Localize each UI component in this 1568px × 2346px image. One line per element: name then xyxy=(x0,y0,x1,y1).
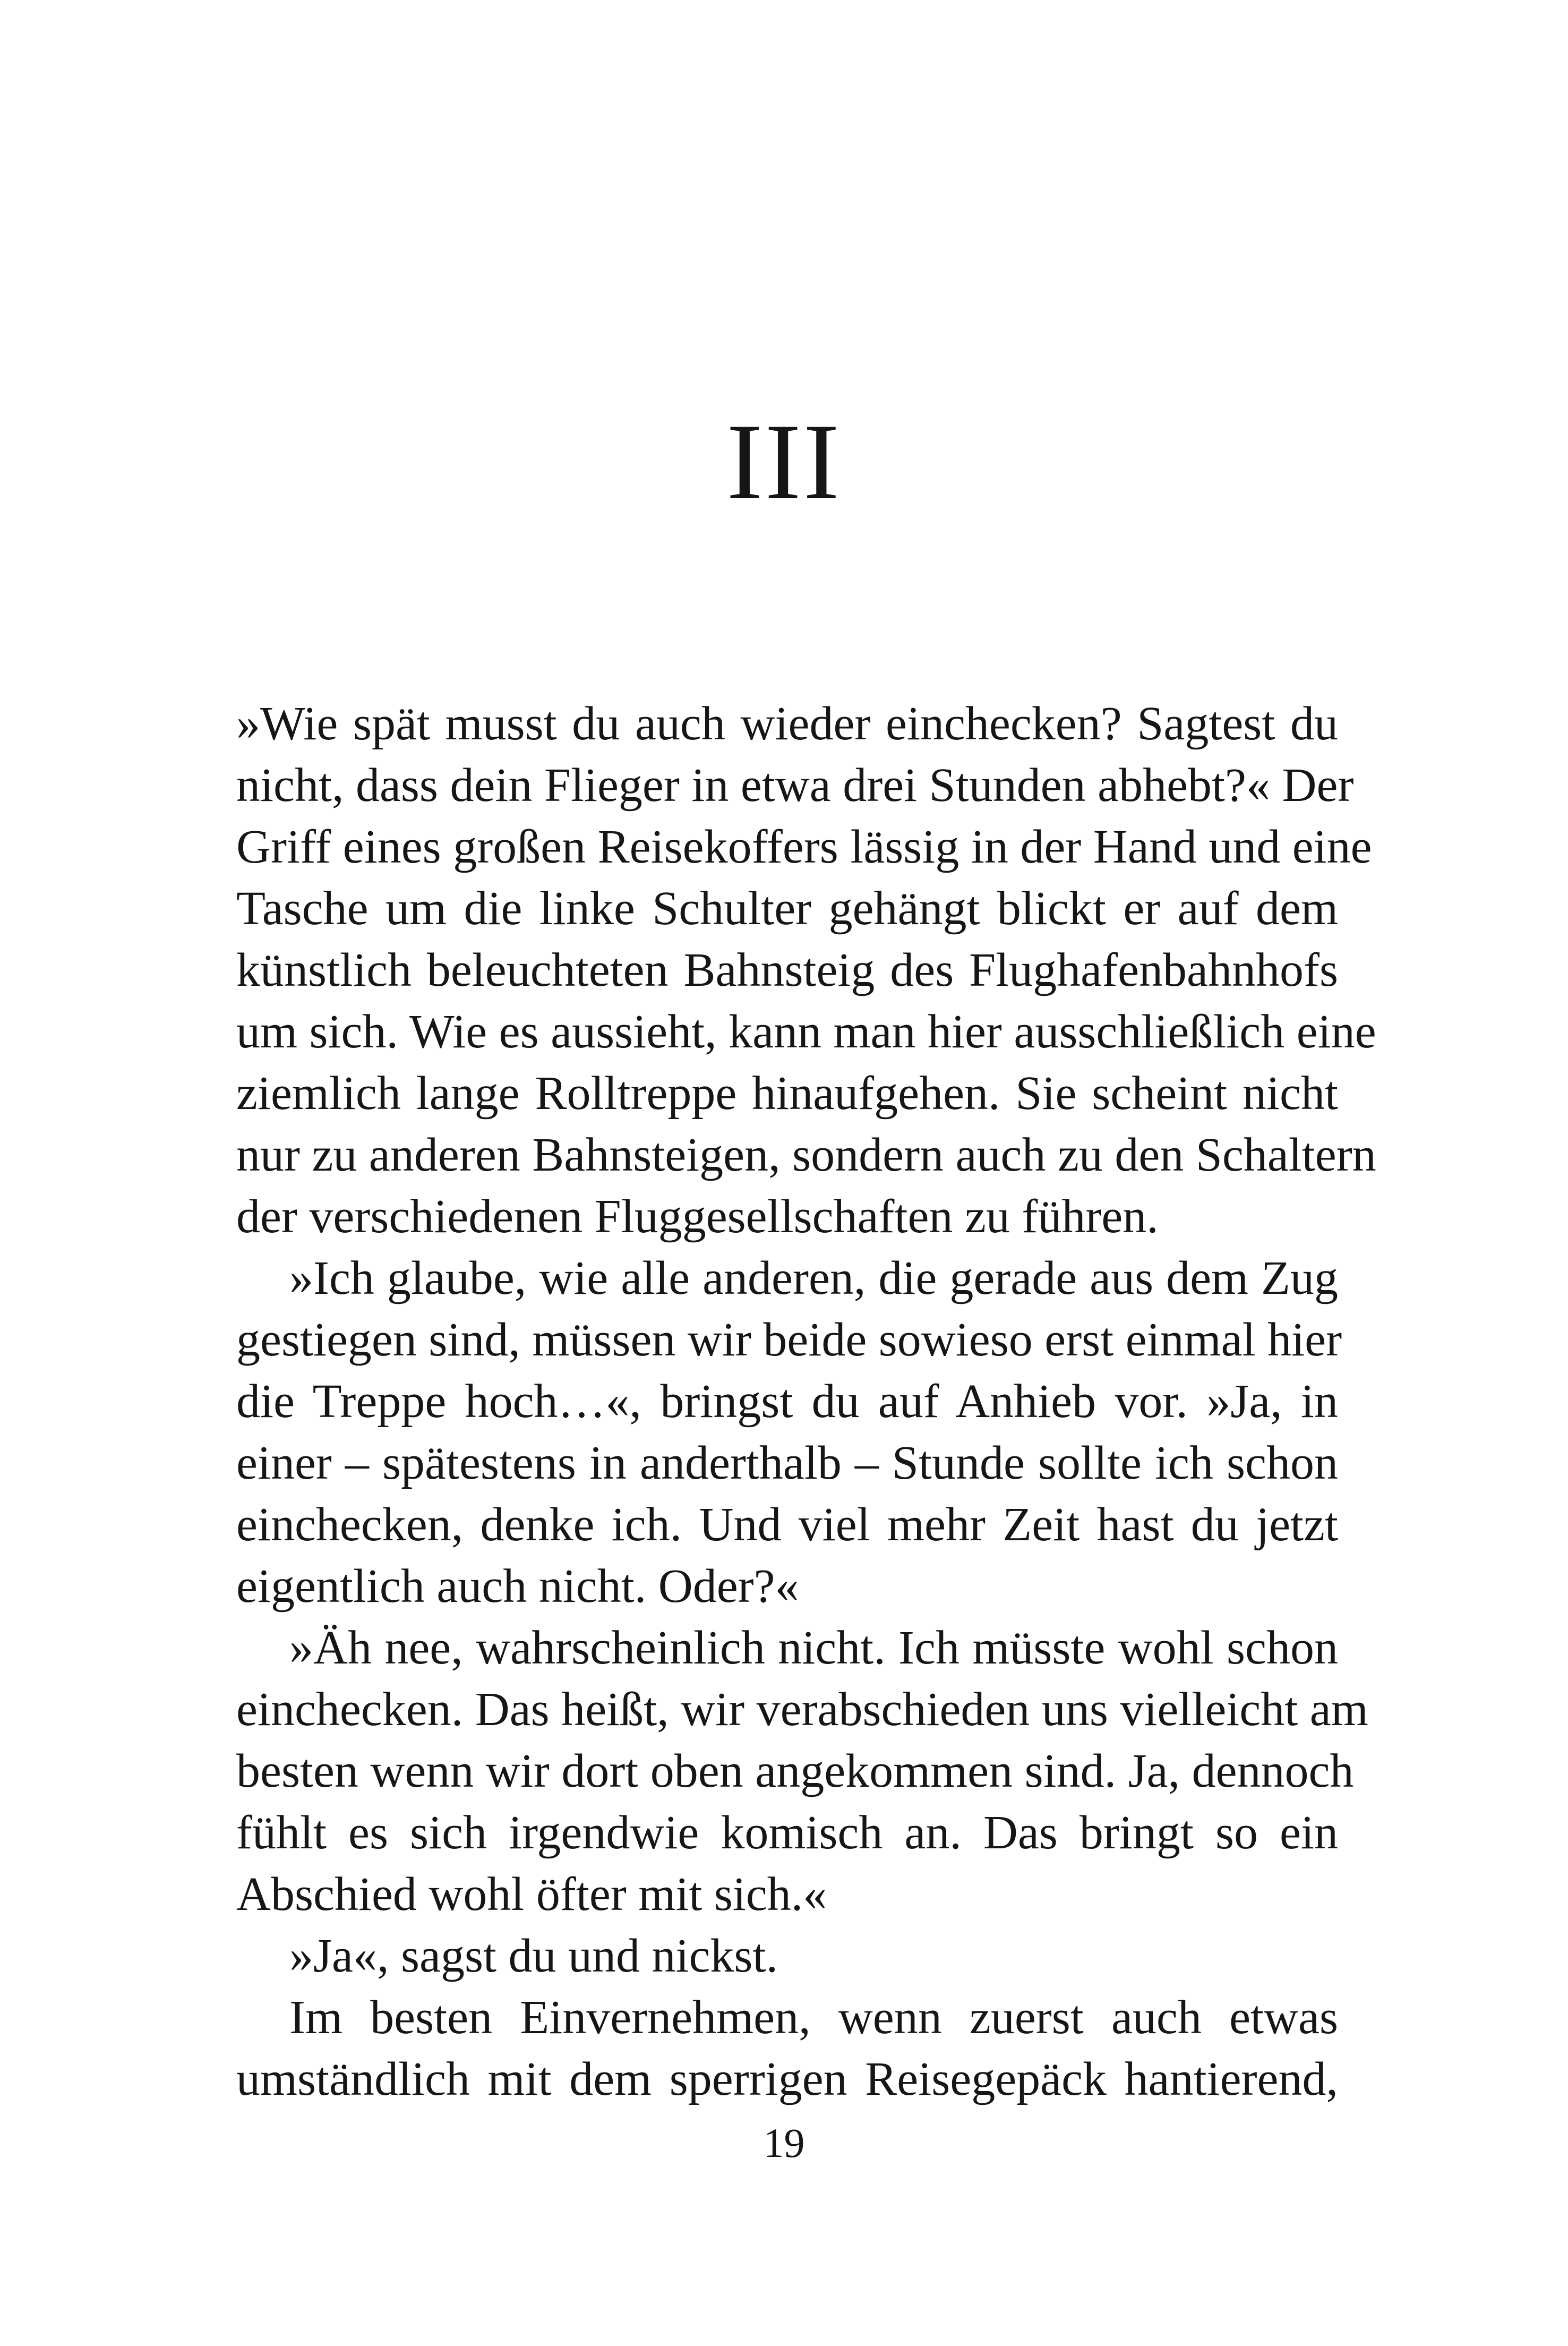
text-line: fühlt es sich irgendwie komisch an. Das bringt so ein xyxy=(236,1806,1338,1859)
text-line: um sich. Wie es aussieht, kann man hier ausschließlich eine xyxy=(236,1005,1376,1058)
text-line: Abschied wohl öfter mit sich.« xyxy=(236,1868,827,1921)
text-line: »Ja«, sagst du und nickst. xyxy=(289,1930,778,1982)
text-line: einchecken. Das heißt, wir verabschieden uns vielleicht am xyxy=(236,1683,1368,1736)
text-line: Im besten Einvernehmen, wenn zuerst auch etwas xyxy=(289,1991,1338,2044)
chapter-heading: III xyxy=(726,402,842,522)
text-line: »Wie spät musst du auch wieder einchecken? Sagtest du xyxy=(236,697,1338,750)
text-line: gestiegen sind, müssen wir beide sowieso erst einmal hier xyxy=(236,1313,1342,1366)
page-number: 19 xyxy=(763,2120,805,2166)
text-line: nur zu anderen Bahnsteigen, sondern auch zu den Schaltern xyxy=(236,1129,1376,1181)
body-text xyxy=(236,693,1376,2110)
text-line: »Ich glaube, wie alle anderen, die gerade aus dem Zug xyxy=(289,1252,1338,1304)
text-line: »Äh nee, wahrscheinlich nicht. Ich müsste wohl schon xyxy=(289,1622,1338,1674)
text-line: besten wenn wir dort oben angekommen sind. Ja, dennoch xyxy=(236,1745,1354,1797)
text-line: die Treppe hoch…«, bringst du auf Anhieb vor. »Ja, in xyxy=(236,1375,1338,1428)
text-line: umständlich mit dem sperrigen Reisegepäck hantierend, xyxy=(236,2053,1338,2105)
text-line: künstlich beleuchteten Bahnsteig des Flughafenbahnhofs xyxy=(236,944,1338,996)
text-line: der verschiedenen Fluggesellschaften zu führen. xyxy=(236,1190,1159,1243)
text-line: nicht, dass dein Flieger in etwa drei Stunden abhebt?« Der xyxy=(236,759,1354,812)
text-line: Tasche um die linke Schulter gehängt blickt er auf dem xyxy=(236,882,1338,935)
text-line: einer – spätestens in anderthalb – Stunde sollte ich schon xyxy=(236,1437,1338,1489)
text-line: ziemlich lange Rolltreppe hinaufgehen. Sie scheint nicht xyxy=(236,1067,1338,1120)
text-line: Griff eines großen Reisekoffers lässig in der Hand und eine xyxy=(236,821,1372,873)
text-line: einchecken, denke ich. Und viel mehr Zeit hast du jetzt xyxy=(236,1498,1338,1551)
text-line: eigentlich auch nicht. Oder?« xyxy=(236,1560,799,1613)
